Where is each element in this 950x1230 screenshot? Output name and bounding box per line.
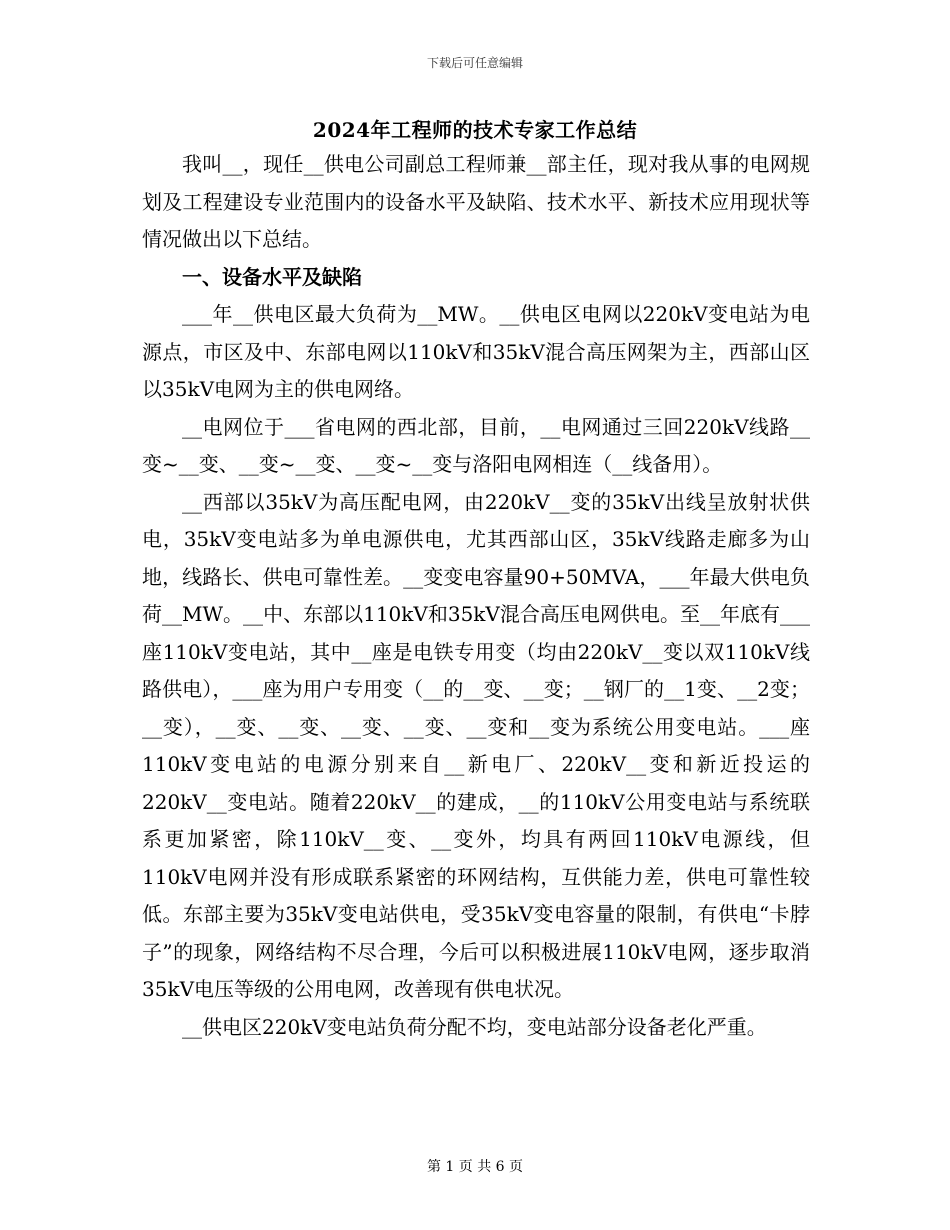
section-heading: 一、设备水平及缺陷 [182,264,362,289]
header-note: 下载后可任意编辑 [426,56,523,70]
document-title: 2024年工程师的技术专家工作总结 [312,118,638,142]
page-footer: 第 1 页 共 6 页 [426,1159,524,1175]
body-paragraph: __电网位于___省电网的西北部，目前，__电网通过三回220kV线路__变~__变、__变~__变、__变~__变与洛阳电网相连（__线备用）。 [142,414,810,476]
body-paragraph: __西部以35kV为高压配电网，由220kV__变的35kV出线呈放射状供电，35kV变电站多为单电源供电，尤其西部山区，35kV线路走廊多为山地，线路长、供电可靠性差。__变变电容量90+50MVA，___年最大供电负荷__MW。__中、东部以110kV和35kV混合高压电网供电。至__年底有___座110kV变电站，其中__座是电铁专用变（均由220kV__变以双110kV线路供电），___座为用户专用变（__的__变、__变；__钢厂的__1变、__2变；__变），__变、__变、__变、__变、__变和__变为系统公用变电站。___座110kV变电站的电源分别来自__新电厂、220kV__变和新近投运的220kV__变电站。随着220kV__的建成，__的110kV公用变电站与系统联系更加紧密，除110kV__变、__变外，均具有两回110kV电源线，但110kV电网并没有形成联系紧密的环网结构，互供能力差，供电可靠性较低。东部主要为35kV变电站供电，受35kV变电容量的限制，有供电“卡脖子”的现象，网络结构不尽合理，今后可以积极进展110kV电网，逐步取消35kV电压等级的公用电网，改善现有供电状况。 [142,489,810,1001]
document-body [142,146,810,1046]
body-paragraph: ___年__供电区最大负荷为__MW。__供电区电网以220kV变电站为电源点，市区及中、东部电网以110kV和35kV混合高压网架为主，西部山区以35kV电网为主的供电网络。 [142,302,810,401]
body-paragraph: __供电区220kV变电站负荷分配不均，变电站部分设备老化严重。 [182,1014,767,1039]
intro-paragraph: 我叫__，现任__供电公司副总工程师兼__部主任，现对我从事的电网规划及工程建设专业范围内的设备水平及缺陷、技术水平、新技术应用现状等情况做出以下总结。 [142,152,810,251]
